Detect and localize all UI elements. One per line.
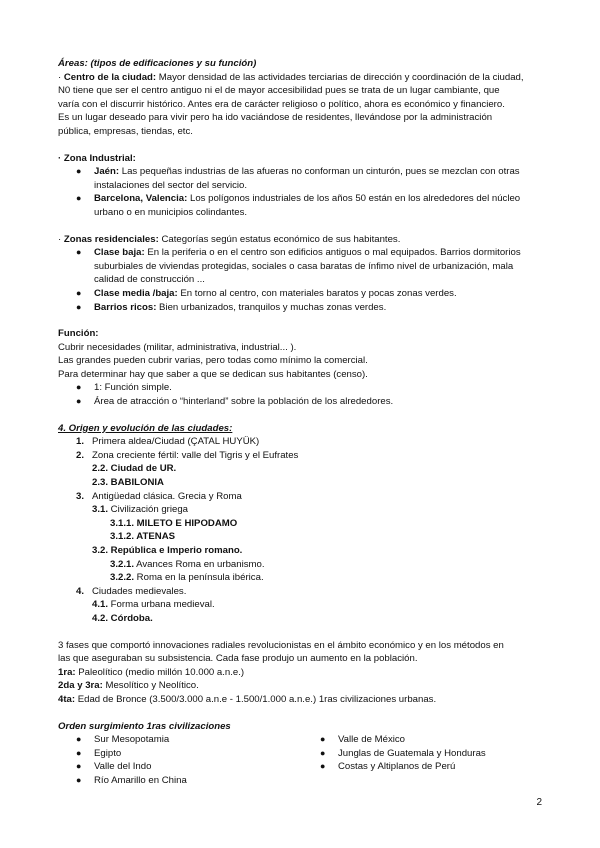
- list-item: ● Río Amarillo en China: [76, 774, 187, 786]
- centro-line: varía con el discurrir histórico. Antes era de carácter religioso o político, ahora es económico y financiero.: [58, 98, 505, 110]
- bullet-icon: ●: [76, 734, 82, 745]
- outline-item: 4. Ciudades medievales.: [76, 585, 187, 597]
- list-item: ● Junglas de Guatemala y Honduras: [320, 747, 486, 759]
- outline-item: 3.1.1. MILETO E HIPODAMO: [110, 517, 238, 529]
- outline-item: 3.2. República e Imperio romano.: [92, 545, 243, 556]
- bullet-icon: ●: [76, 166, 82, 177]
- bullet-icon: ●: [76, 301, 82, 312]
- centro-line: N0 tiene que ser el centro antiguo ni el de mayor accesibilidad pues se trata de un lugar cambiante, que: [58, 85, 500, 97]
- bullet-icon: ●: [76, 747, 82, 758]
- list-item: ● Valle del Indo: [76, 761, 152, 773]
- orden-heading: Orden surgimiento 1ras civilizaciones: [58, 720, 231, 732]
- list-item: ● Área de atracción o “hinterland” sobre la población de los alrededores.: [76, 396, 394, 408]
- bullet-icon: ●: [320, 734, 326, 745]
- outline-item: 1. Primera aldea/Ciudad (ÇATAL HUYÜK): [76, 436, 260, 448]
- list-item: ● Valle de México: [320, 734, 406, 746]
- fase-item: 4ta: Edad de Bronce (3.500/3.000 a.n.e - 1.500/1.000 a.n.e.) 1ras civilizaciones urbanas.: [58, 693, 437, 705]
- residencial-paragraph: · Zonas residenciales: Categorías según estatus económico de sus habitantes.: [58, 233, 401, 245]
- outline-item: 2.2. Ciudad de UR.: [92, 463, 177, 475]
- outline-item: 3.2.1. Avances Roma en urbanismo.: [110, 558, 265, 570]
- centro-line: pública, empresas, tiendas, etc.: [58, 125, 193, 137]
- funcion-line: Las grandes pueden cubrir varias, pero todas como mínimo la comercial.: [58, 355, 368, 367]
- bullet-icon: ●: [76, 193, 82, 204]
- outline-item: 3.1.2. ATENAS: [110, 531, 176, 543]
- bullet-icon: ●: [76, 761, 82, 772]
- bullet-icon: ●: [76, 396, 82, 407]
- civilizations-columns: [58, 733, 546, 787]
- bullet-icon: ●: [320, 761, 326, 772]
- fases-line: 3 fases que comportó innovaciones radiales revolucionistas en el ámbito económico y en los métodos en: [58, 639, 504, 651]
- centro-paragraph: · Centro de la ciudad: Mayor densidad de las actividades terciarias de dirección y coordinación de la ciudad,: [58, 71, 524, 83]
- bullet-icon: ●: [76, 247, 82, 258]
- list-item: ● Clase media /baja: En torno al centro, con materiales baratos y pocas zonas verdes.: [76, 287, 457, 299]
- list-item: ● Barcelona, Valencia: Los polígonos industriales de los años 50 están en los alrededores del núcleo urbano o en municipios colindantes.: [76, 193, 521, 218]
- funcion-line: Cubrir necesidades (militar, administrativa, industrial... ).: [58, 341, 297, 353]
- areas-heading: Áreas: (tipos de edificaciones y su función): [58, 58, 257, 69]
- list-item: ● Egipto: [76, 747, 122, 759]
- fase-item: 2da y 3ra: Mesolítico y Neolítico.: [58, 680, 199, 692]
- outline-item: 3.2.2. Roma en la península ibérica.: [110, 572, 264, 584]
- outline-item: 2. Zona creciente fértil: valle del Tigris y el Eufrates: [76, 449, 299, 461]
- outline-item: 4.1. Forma urbana medieval.: [92, 599, 215, 611]
- list-item: ● 1: Función simple.: [76, 382, 172, 394]
- outline-item: 2.3. BABILONIA: [92, 477, 164, 489]
- page-number: 2: [536, 797, 542, 808]
- industrial-heading: · Zona Industrial:: [58, 152, 136, 164]
- outline-item: 4.2. Córdoba.: [92, 612, 153, 624]
- funcion-line: Para determinar hay que saber a que se dedican sus habitantes (censo).: [58, 368, 368, 380]
- document-page: [58, 57, 546, 788]
- funcion-heading: Función:: [58, 328, 99, 340]
- list-item: ● Barrios ricos: Bien urbanizados, tranquilos y muchas zonas verdes.: [76, 301, 387, 313]
- fase-item: 1ra: Paleolítico (medio millón 10.000 a.n.e.): [58, 666, 245, 678]
- outline-item: 3.1. Civilización griega: [92, 504, 188, 516]
- bullet-icon: ●: [76, 774, 82, 785]
- origen-heading: 4. Origen y evolución de las ciudades:: [58, 422, 233, 434]
- list-item: ● Clase baja: En la periferia o en el centro son edificios antiguos o mal equipados. Barrios dormitorios suburbiales de viviendas protegidas, sociales o casa baratas de ínfimo nivel de urbanización, mala calidad de construcción ...: [76, 247, 521, 286]
- bullet-icon: ●: [320, 747, 326, 758]
- bullet-icon: ●: [76, 287, 82, 298]
- list-item: ● Sur Mesopotamia: [76, 734, 170, 746]
- fases-line: las que aseguraban su subsistencia. Cada fase produjo un aumento en la población.: [58, 653, 418, 665]
- list-item: ● Jaén: Las pequeñas industrias de las afueras no conforman un cinturón, pues se mezclan con otras instalaciones del sector del servicio.: [76, 166, 520, 191]
- outline-item: 3. Antigüedad clásica. Grecia y Roma: [76, 490, 242, 502]
- bullet-icon: ●: [76, 382, 82, 393]
- centro-line: Es un lugar deseado para vivir pero ha ido vaciándose de residentes, llevándose por la administración: [58, 112, 493, 124]
- civilizations-right: [302, 733, 546, 787]
- civilizations-left: [58, 733, 302, 787]
- list-item: ● Costas y Altiplanos de Perú: [320, 761, 456, 773]
